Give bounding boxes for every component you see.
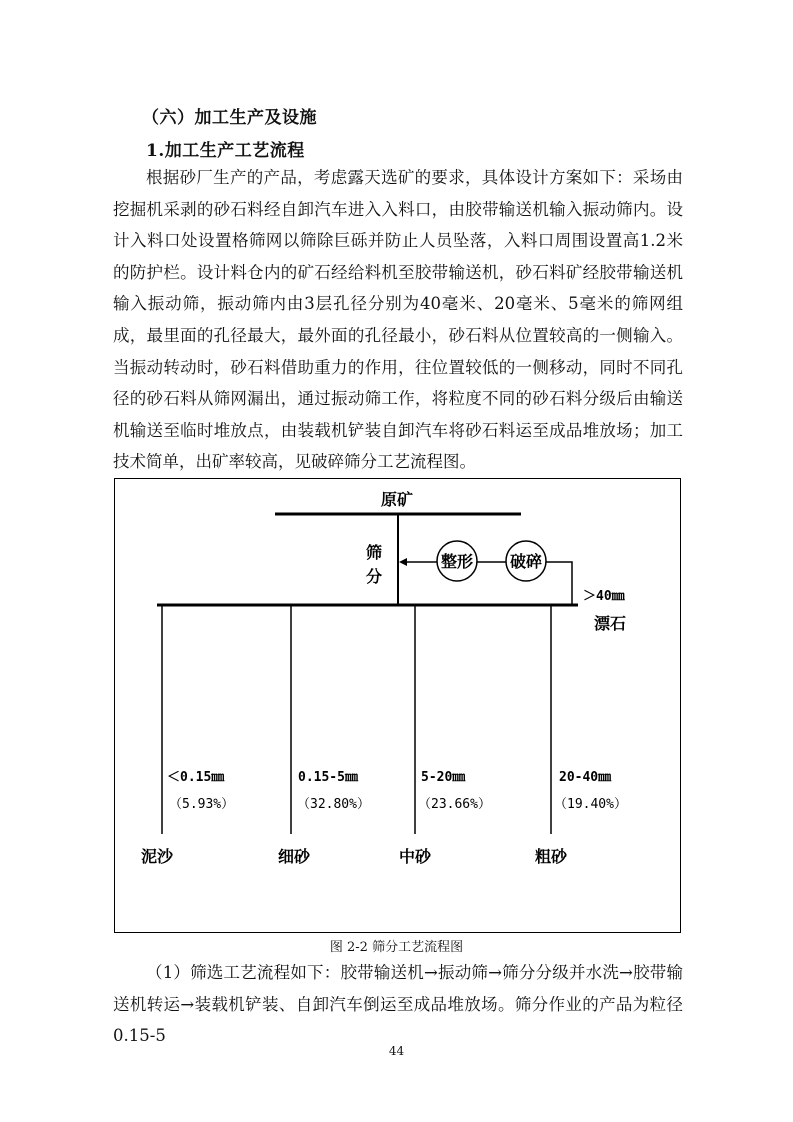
- output-name-3: 中砂: [399, 847, 432, 866]
- raw-ore-label: 原矿: [381, 490, 414, 509]
- body-paragraph-2: [113, 957, 683, 1052]
- output-name-2: 细砂: [278, 847, 311, 866]
- paragraph-text-2: （1）筛选工艺流程如下：胶带输送机→振动筛→筛分分级并水洗→胶带输送机转运→装载机铲装、自卸汽车倒运至成品堆放场。筛分作业的产品为粒径0.15-5: [113, 963, 683, 1046]
- figure-caption: 图 2-2 筛分工艺流程图: [329, 940, 464, 955]
- page-number: 44: [388, 1044, 405, 1058]
- output-pct-1: （5.93%）: [169, 797, 235, 812]
- recycle-loop-line: [403, 562, 572, 604]
- crushing-label: 破碎: [509, 552, 543, 571]
- output-pct-2: （32.80%）: [297, 797, 370, 812]
- output-name-4: 粗砂: [535, 847, 568, 866]
- output-pct-4: （19.40%）: [554, 797, 627, 812]
- output-size-1: ＜0.15㎜: [167, 770, 225, 785]
- body-paragraph-1: [113, 162, 683, 478]
- subsection-heading: 1.加工生产工艺流程: [146, 141, 305, 161]
- flow-diagram: [115, 479, 680, 932]
- output-size-2: 0.15-5㎜: [298, 770, 358, 785]
- flow-diagram-figure: [114, 478, 681, 933]
- shaping-label: 整形: [440, 552, 474, 571]
- output-pct-3: （23.66%）: [418, 797, 491, 812]
- screen-label-1: 筛: [366, 543, 383, 562]
- oversize-name-label: 漂石: [594, 614, 627, 633]
- recycle-arrowhead: [399, 558, 407, 566]
- screen-label-2: 分: [366, 567, 383, 586]
- output-size-4: 20-40㎜: [559, 770, 612, 785]
- paragraph-text-1: 根据砂厂生产的产品，考虑露天选矿的要求，具体设计方案如下：采场由挖掘机采剥的砂石料经自卸汽车进入入料口，由胶带输送机输入振动筛内。设计入料口处设置格筛网以筛除巨砾并防止人员坠落，入料口周围设置高1.2米的防护栏。设计料仓内的矿石经给料机至胶带输送机，砂石料矿经胶带输送机输入振动筛，振动筛内由3层孔径分别为40毫米、20毫米、5毫米的筛网组成，最里面的孔径最大，最外面的孔径最小，砂石料从位置较高的一侧输入。当振动转动时，砂石料借助重力的作用，往位置较低的一侧移动，同时不同孔径的砂石料从筛网漏出，通过振动筛工作，将粒度不同的砂石料分级后由输送机输送至临时堆放点，由装载机铲装自卸汽车将砂石料运至成品堆放场；加工技术简单，出矿率较高，见破碎筛分工艺流程图。: [113, 168, 683, 472]
- output-size-3: 5-20㎜: [421, 770, 466, 785]
- output-name-1: 泥沙: [141, 847, 174, 866]
- section-heading: （六）加工生产及设施: [142, 108, 317, 128]
- oversize-size-label: ＞40㎜: [583, 589, 625, 604]
